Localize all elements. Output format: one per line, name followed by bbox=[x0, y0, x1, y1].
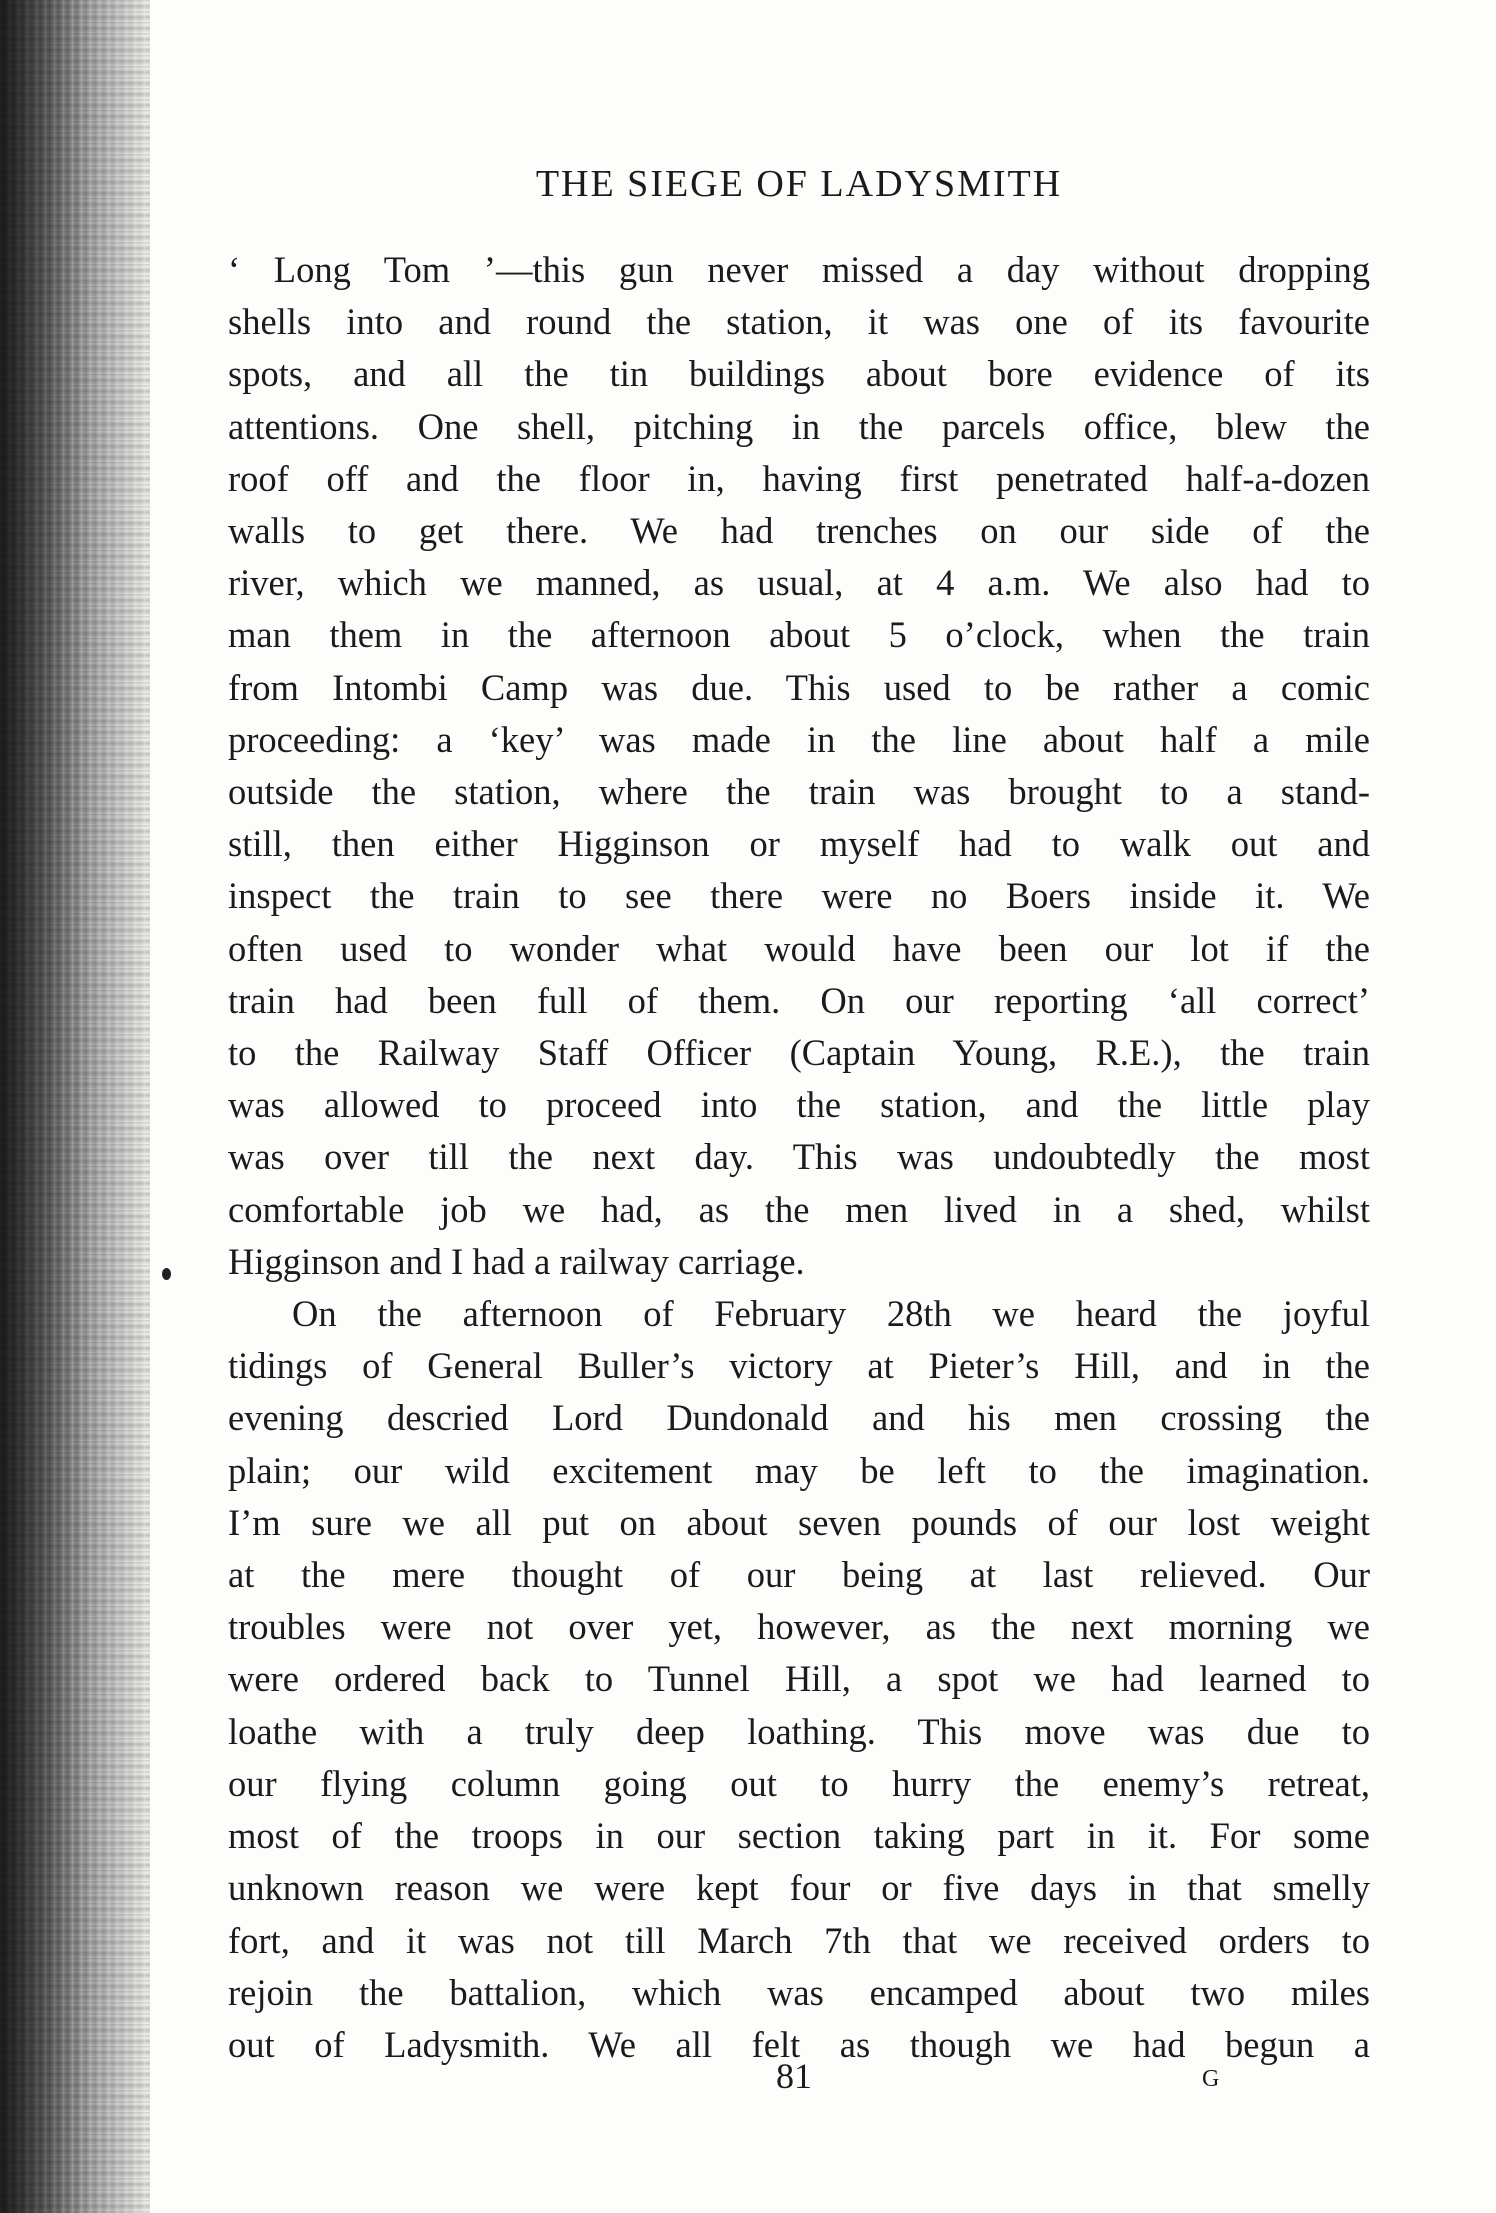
text-line: spots, and all the tin buildings about bore evidence of its bbox=[228, 353, 1370, 395]
text-line: roof off and the floor in, having first penetrated half-a-dozen bbox=[228, 457, 1370, 499]
text-line: loathe with a truly deep loathing. This move was due to bbox=[228, 1710, 1370, 1752]
paragraph-2 bbox=[228, 1288, 1370, 2071]
text-line: was allowed to proceed into the station, and the little play bbox=[228, 1084, 1370, 1126]
text-line: most of the troops in our section taking part in it. For some bbox=[228, 1815, 1370, 1857]
text-line: shells into and round the station, it was one of its favourite bbox=[228, 301, 1370, 343]
text-line: On the afternoon of February 28th we heard the joyful bbox=[292, 1293, 1370, 1335]
text-line: tidings of General Buller’s victory at Pieter’s Hill, and in the bbox=[228, 1345, 1370, 1387]
text-line: walls to get there. We had trenches on our side of the bbox=[228, 510, 1370, 552]
text-line: comfortable job we had, as the men lived in a shed, whilst bbox=[228, 1188, 1370, 1230]
text-line: out of Ladysmith. We all felt as though we had begun a bbox=[228, 2023, 1370, 2065]
page-number: 81 bbox=[776, 2056, 812, 2096]
text-line: fort, and it was not till March 7th that we received orders to bbox=[228, 1919, 1370, 1961]
signature-mark: G bbox=[1202, 2066, 1221, 2092]
text-line: were ordered back to Tunnel Hill, a spot we had learned to bbox=[228, 1658, 1370, 1700]
text-line: at the mere thought of our being at last relieved. Our bbox=[228, 1554, 1370, 1596]
text-line: our flying column going out to hurry the enemy’s retreat, bbox=[228, 1762, 1370, 1804]
running-title: THE SIEGE OF LADYSMITH bbox=[535, 163, 1063, 205]
text-line: river, which we manned, as usual, at 4 a.m. We also had to bbox=[228, 562, 1370, 604]
text-line: man them in the afternoon about 5 o’clock, when the train bbox=[228, 614, 1370, 656]
body-text bbox=[228, 244, 1370, 2071]
text-line: still, then either Higginson or myself had to walk out and bbox=[228, 823, 1370, 865]
text-line: proceeding: a ‘key’ was made in the line about half a mile bbox=[228, 718, 1370, 760]
text-line: unknown reason we were kept four or five days in that smelly bbox=[228, 1867, 1370, 1909]
text-line: to the Railway Staff Officer (Captain Young, R.E.), the train bbox=[228, 1032, 1370, 1074]
text-line: evening descried Lord Dundonald and his men crossing the bbox=[228, 1397, 1370, 1439]
text-line: inspect the train to see there were no Boers inside it. We bbox=[228, 875, 1370, 917]
text-line: from Intombi Camp was due. This used to be rather a comic bbox=[228, 666, 1370, 708]
text-line: attentions. One shell, pitching in the parcels office, blew the bbox=[228, 405, 1370, 447]
text-line: train had been full of them. On our reporting ‘all correct’ bbox=[228, 979, 1370, 1021]
paragraph-1 bbox=[228, 244, 1370, 1288]
text-line: Higginson and I had a railway carriage. bbox=[228, 1240, 805, 1282]
text-line: plain; our wild excitement may be left to the imagination. bbox=[228, 1449, 1370, 1491]
text-line: rejoin the battalion, which was encamped about two miles bbox=[228, 1971, 1370, 2013]
text-line: ‘ Long Tom ’—this gun never missed a day without dropping bbox=[228, 249, 1370, 290]
text-line: was over till the next day. This was undoubtedly the most bbox=[228, 1136, 1370, 1178]
text-line: often used to wonder what would have been our lot if the bbox=[228, 927, 1370, 969]
text-line: I’m sure we all put on about seven pounds of our lost weight bbox=[228, 1501, 1370, 1543]
text-line: troubles were not over yet, however, as the next morning we bbox=[228, 1606, 1370, 1648]
text-line: outside the station, where the train was brought to a stand- bbox=[228, 771, 1370, 813]
stray-ink-dot bbox=[162, 1268, 171, 1280]
scan-gutter-texture bbox=[0, 0, 150, 2213]
